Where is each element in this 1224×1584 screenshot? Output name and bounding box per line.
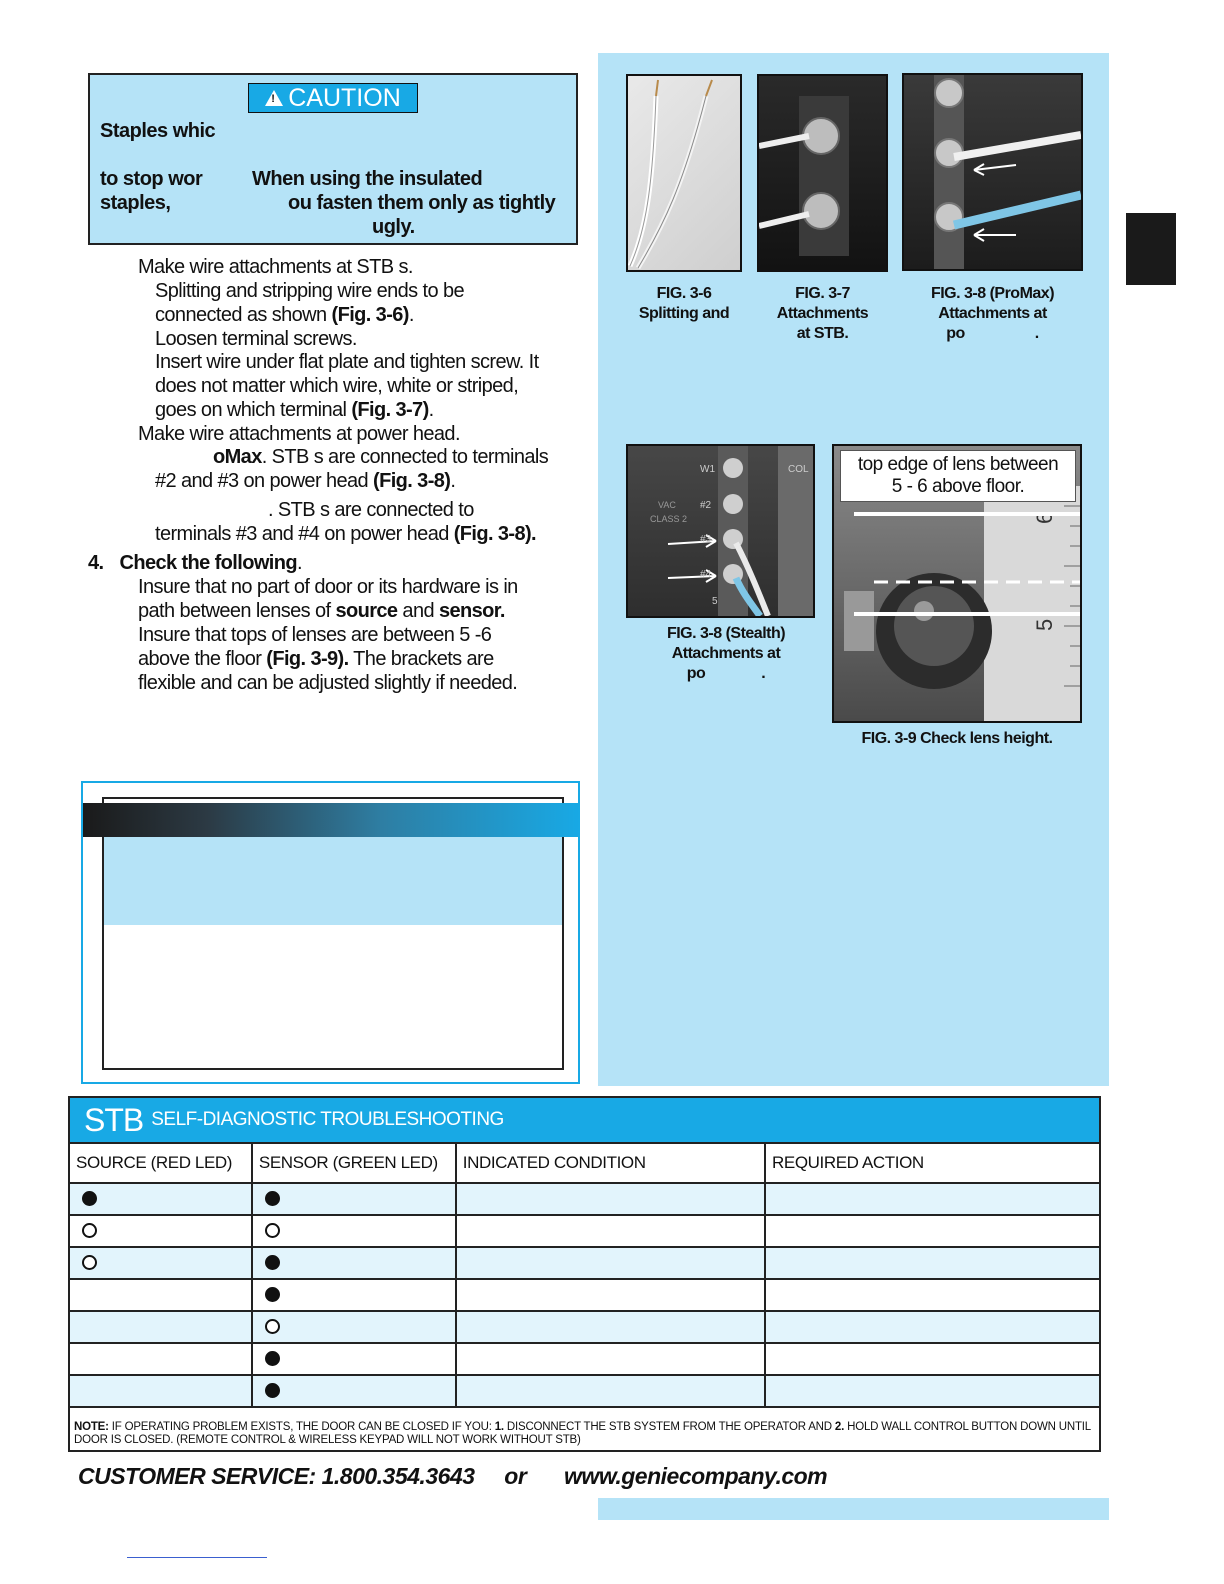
fig-3-7-caption: FIG. 3-7 — [795, 285, 850, 302]
section-tab — [1126, 213, 1176, 285]
terminal-label: COL — [788, 464, 809, 475]
table-row — [69, 1375, 1100, 1407]
led-off-icon — [265, 1319, 280, 1334]
led-on-icon — [265, 1191, 280, 1206]
fig-3-6-photo — [626, 74, 742, 272]
col-condition-header: INDICATED CONDITION — [456, 1143, 765, 1183]
source-led-cell — [69, 1183, 252, 1215]
caution-line2b: When using the insulated — [252, 168, 483, 190]
instruction-line: Make wire attachments at STB s. — [138, 256, 413, 278]
action-cell — [765, 1247, 1100, 1279]
sensor-led-cell — [252, 1311, 456, 1343]
instruction-line: does not matter which wire, white or striped, — [155, 375, 519, 397]
notice-box-header — [83, 803, 580, 837]
fig-3-8-promax-photo — [902, 73, 1083, 271]
condition-cell — [456, 1215, 765, 1247]
led-on-icon — [265, 1255, 280, 1270]
action-cell — [765, 1343, 1100, 1375]
table-note: NOTE: IF OPERATING PROBLEM EXISTS, THE DOOR CAN BE CLOSED IF YOU: 1. DISCONNECT THE STB SYSTEM FROM THE OPERATOR AND 2. HOLD WALL CONTROL BUTTON DOWN UNTIL DOOR IS CLOSED. (REMOTE CONTROL & WIRELESS KEYPAD WILL NOT WORK WITHOUT STB) — [74, 1421, 1091, 1446]
source-led-cell — [69, 1311, 252, 1343]
fig-3-8-promax-caption: po . — [946, 325, 1039, 342]
table-row — [69, 1215, 1100, 1247]
stealth-terminal-illustration — [628, 446, 813, 616]
fig-3-8-promax-caption: Attachments at — [938, 305, 1047, 322]
caution-line4: ugly. — [372, 216, 415, 238]
source-led-cell — [69, 1343, 252, 1375]
sensor-led-cell — [252, 1215, 456, 1247]
fig-3-8-stealth-caption: FIG. 3-8 (Stealth) — [666, 625, 786, 642]
col-action-header: REQUIRED ACTION — [765, 1143, 1100, 1183]
condition-cell — [456, 1375, 765, 1407]
stb-terminal-illustration — [759, 76, 886, 270]
caution-line3b: ou fasten them only as tightly — [288, 192, 556, 214]
instruction-line: flexible and can be adjusted slightly if needed. — [138, 672, 518, 694]
footer-strip — [598, 1498, 1109, 1520]
fig-3-9-caption: FIG. 3-9 Check lens height. — [861, 730, 1053, 747]
instruction-line: goes on which terminal (Fig. 3-7). — [155, 399, 434, 421]
action-cell — [765, 1279, 1100, 1311]
instruction-line: oMax. STB s are connected to terminals — [213, 446, 549, 468]
fig-3-8-stealth-caption: po . — [686, 665, 766, 682]
action-cell — [765, 1375, 1100, 1407]
led-off-icon — [82, 1255, 97, 1270]
col-source-header: SOURCE (RED LED) — [69, 1143, 252, 1183]
table-title-stb: STB — [84, 1101, 144, 1138]
sensor-led-cell — [252, 1247, 456, 1279]
terminal-label: #4 — [700, 569, 712, 580]
fig-3-6-caption: Splitting and — [638, 305, 730, 322]
ruler-number: 5 — [1032, 618, 1057, 631]
terminal-label: 5 — [712, 596, 718, 607]
lens-label-line1: top edge of lens between — [857, 454, 1059, 475]
terminal-label: W1 — [700, 464, 715, 475]
action-cell — [765, 1215, 1100, 1247]
terminal-label: #3 — [700, 534, 712, 545]
instruction-line: Make wire attachments at power head. — [138, 423, 460, 445]
table-row — [69, 1343, 1100, 1375]
source-led-cell — [69, 1375, 252, 1407]
led-on-icon — [265, 1351, 280, 1366]
ruler-number: 6 — [1032, 511, 1057, 524]
power-head-terminal-illustration — [904, 75, 1081, 269]
fig-3-8-promax-caption: FIG. 3-8 (ProMax) — [930, 285, 1055, 302]
instruction-line: Splitting and stripping wire ends to be — [155, 280, 465, 302]
led-off-icon — [265, 1223, 280, 1238]
fig-3-7-caption: at STB. — [796, 325, 849, 342]
link-underline — [127, 1557, 267, 1558]
action-cell — [765, 1311, 1100, 1343]
caution-line2a: to stop wor — [100, 168, 203, 190]
condition-cell — [456, 1279, 765, 1311]
condition-cell — [456, 1183, 765, 1215]
action-cell — [765, 1183, 1100, 1215]
table-row — [69, 1311, 1100, 1343]
fig-3-7-photo — [757, 74, 888, 272]
instruction-line: . STB s are connected to — [268, 499, 474, 521]
condition-cell — [456, 1311, 765, 1343]
split-wire-illustration — [628, 76, 740, 270]
fig-3-8-stealth-caption: Attachments at — [671, 645, 781, 662]
caution-label: CAUTION — [288, 83, 401, 112]
terminal-label: #2 — [700, 500, 712, 511]
table-row — [69, 1247, 1100, 1279]
customer-service — [78, 1463, 827, 1490]
instruction-line: terminals #3 and #4 on power head (Fig. 3-8). — [155, 523, 536, 545]
caution-line3a: staples, — [100, 192, 171, 214]
source-led-cell — [69, 1247, 252, 1279]
sensor-led-cell — [252, 1279, 456, 1311]
terminal-label: VAC — [658, 500, 676, 510]
instruction-line: path between lenses of source and sensor. — [138, 600, 505, 622]
caution-badge — [248, 83, 418, 113]
instruction-line: #2 and #3 on power head (Fig. 3-8). — [155, 470, 456, 492]
table-title-text: SELF-DIAGNOSTIC TROUBLESHOOTING — [151, 1109, 504, 1130]
warning-icon: ! — [265, 90, 283, 106]
led-on-icon — [82, 1191, 97, 1206]
troubleshooting-table — [68, 1142, 1101, 1408]
instruction-line: Insure that tops of lenses are between 5 -6 — [138, 624, 492, 646]
led-off-icon — [82, 1223, 97, 1238]
notice-box-highlight — [104, 837, 562, 925]
led-on-icon — [265, 1383, 280, 1398]
instruction-line: above the floor (Fig. 3-9). The brackets are — [138, 648, 494, 670]
instruction-line: Insure that no part of door or its hardware is in — [138, 576, 518, 598]
troubleshooting-table-title — [70, 1098, 1099, 1142]
fig-3-7-caption: Attachments — [776, 305, 869, 322]
website-link[interactable]: www.geniecompany.com — [564, 1463, 828, 1489]
sensor-led-cell — [252, 1343, 456, 1375]
source-led-cell — [69, 1215, 252, 1247]
instruction-line: connected as shown (Fig. 3-6). — [155, 304, 414, 326]
led-on-icon — [265, 1287, 280, 1302]
instruction-line: Loosen terminal screws. — [155, 328, 357, 350]
fig-3-8-stealth-photo — [626, 444, 815, 618]
condition-cell — [456, 1247, 765, 1279]
table-row — [69, 1183, 1100, 1215]
lens-label-line2: 5 - 6 above floor. — [891, 476, 1025, 497]
sensor-led-cell — [252, 1183, 456, 1215]
lens-height-label — [840, 450, 1076, 502]
caution-line1: Staples whic — [100, 120, 216, 142]
condition-cell — [456, 1343, 765, 1375]
sensor-led-cell — [252, 1375, 456, 1407]
col-sensor-header: SENSOR (GREEN LED) — [252, 1143, 456, 1183]
table-row — [69, 1279, 1100, 1311]
fig-3-6-caption: FIG. 3-6 — [656, 285, 712, 302]
instruction-line: Insert wire under flat plate and tighten screw. It — [155, 351, 539, 373]
customer-service-or: or — [504, 1463, 527, 1489]
source-led-cell — [69, 1279, 252, 1311]
customer-service-phone: CUSTOMER SERVICE: 1.800.354.3643 — [78, 1463, 475, 1489]
step-4-heading: 4. Check the following. — [88, 552, 302, 574]
terminal-label: CLASS 2 — [650, 514, 688, 524]
